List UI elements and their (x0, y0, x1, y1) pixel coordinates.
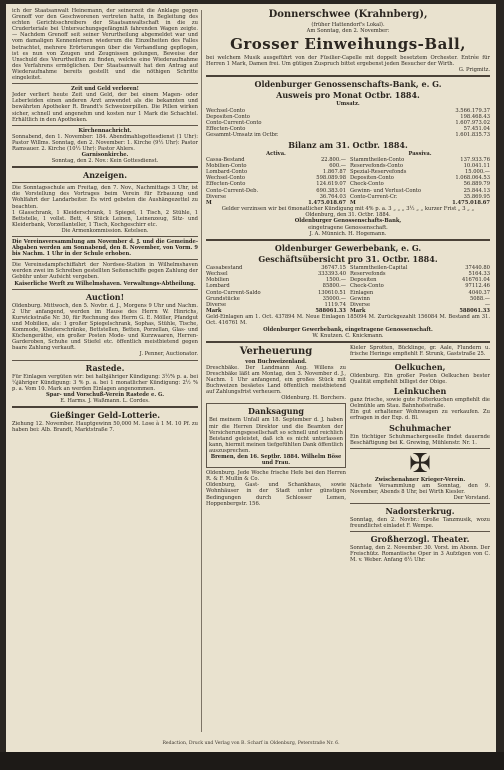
gewerbe-note: Geld-Einlagen am 1. Oct. 437894 M. Neue Einlagen 185094 M. Zurückgezahlt 156084 M. Bestand am 31. Oct. 416761 M. (206, 314, 490, 327)
left-column (12, 8, 198, 734)
ledger-value: 56.889.79 (463, 181, 490, 188)
lottery-text: Ziehung 12. November. Hauptgewinn 50,000 M. Lose à 1 M. 10 Pf. zu haben bei: Alb. Brandt, Marktstraße 7. (12, 420, 198, 434)
church-text: Sonnabend, den 1. November: 184. Abendmahlsgottesdienst (1 Uhr): Pastor Willms. Sonntag, den 2. November: 1. Kirche (9½ Uhr): Pastor Ramsauer. 2. Kirche (10½ Uhr): Pastor Ahlers. (12, 133, 198, 152)
ledger-value: — (484, 301, 490, 308)
gewerbe-passiva (350, 265, 490, 308)
umsatz-label: Umsatz. (336, 101, 360, 108)
ledger-label: Conto-Current-Cr. (350, 193, 398, 200)
thanks-box (206, 403, 346, 468)
ledger-label: Spezial-Reservefonds (350, 169, 407, 176)
ledger-value: 5088.— (469, 295, 490, 302)
divider (12, 83, 198, 84)
ledger-label: Gewinn- und Verlust-Conto (350, 187, 422, 194)
auction-text: Oldenburg. Mittwoch, den 5. Novbr. d. J., Morgens 9 Uhr und Nachm. 2 Uhr anfangend, werden im Hause des Herrn W. Hinrichs, Kurwickstraße Nr. 30, für Rechnung des Herrn G. E. Möller, Pfandgut und Mobilien, als: 1 großer Spiegelschrank, Sophas, Stühle, Tische, Kommode, Kleiderschränke, Bettstellen, Betten, Porzellan, Glas- und Küchengeräthe, ein großer Posten Mode- und Kurzwaaren, Herren-Garderoben, Schuhe und Stiefel etc. öffentlich meistbietend gegen baare Zahlung verkauft. (12, 302, 198, 352)
sale-sign: Oldenburg. H. Borchers. (281, 395, 346, 402)
divider (12, 259, 198, 260)
lost-text: Jeder verliert heute Zeit und Geld, der bei einem Magen- oder Leberleiden einen anderen Arzt anwendet als die bekannten und bewährten Apotheker R. Brandt's Schweizerpillen. Die Pillen wirken sicher, schnell und angenehm und kosten nur 1 Mark die Schachtel. Erhältlich in den Apotheken. (12, 92, 198, 123)
ledger-label: Wechsel-Conto (206, 107, 246, 114)
gewerbe-balance (206, 265, 490, 315)
oilcake-heading: Oelkuchen, (394, 361, 446, 372)
ledger-value: 1.068.064.53 (455, 175, 490, 182)
ledger-label: Lombard (206, 283, 230, 290)
ledger-label: Cassa-Bestand (206, 156, 245, 163)
church-heading: Kirchennachricht. (78, 127, 132, 134)
iron-cross-icon: ✠ (409, 448, 431, 479)
gewerbe-total-a: Mark 588061.33 (206, 308, 346, 315)
shoemaker-heading: Schuhmacher (389, 422, 451, 433)
oilcake-text: Oldenburg. Ein großer Posten Oelkuchen bester Qualität empfiehlt billigst der Obige. (350, 372, 490, 386)
gewerbe-title: Oldenburger Gewerbebank, e. G. (274, 242, 422, 253)
ledger-value: 36.764.03 (319, 193, 346, 200)
savings-sign: E. Harms. J. Waßmann. L. Cordes. (60, 397, 150, 404)
divider (350, 503, 490, 504)
ledger-label: Effecten-Conto (206, 126, 246, 133)
ledger-value: 1119.74 (324, 301, 346, 308)
divider (350, 531, 490, 532)
right-column (206, 8, 490, 734)
linseed-text: ganz frische, sowie gute Futterkuchen empfiehlt die Oelmühle am Stau. Bahnhofsstraße. (350, 397, 490, 410)
ledger-value: 1.601.835.73 (455, 132, 490, 139)
divider (12, 182, 198, 183)
savings-union: Spar- und Vorschuß-Verein Rastede e. G. (45, 391, 165, 398)
krieger-sign: Der Vorstand. (453, 494, 490, 501)
ledger-value: 57.451.04 (463, 126, 490, 133)
gewerbe-sign: W. Knutzen. C. Knickmann. (312, 332, 384, 339)
balance-sheet (206, 151, 490, 207)
nador-heading: Nadorsterkrug. (385, 506, 455, 517)
interest-text: Gelder verzinsen wir bei 6monatlicher Kündigung mit 4% p. a. 3 „ „ „ 3½ „ „ kurzer Frist „ 3 „ „ (221, 206, 475, 213)
ledger-label: Diverse (206, 301, 227, 308)
passiva-label: Passiva. (408, 150, 432, 157)
newspaper-page (6, 4, 496, 752)
krieger-heading: Zwischenahner Krieger-Verein. (374, 476, 466, 483)
ledger-value: 1500.— (325, 277, 346, 284)
ledger-row (206, 132, 490, 138)
ledger-value: 600.— (329, 162, 346, 169)
auction-heading: Auction! (85, 291, 125, 302)
divider (12, 406, 198, 408)
aktiva-label: Activa. (266, 150, 286, 157)
ledger-label: Einlagen (350, 289, 374, 296)
ledger-label: Check-Conto (350, 283, 384, 290)
ledger-label: Reservefonds-Conto (350, 162, 403, 169)
ledger-value: 5164.33 (468, 270, 490, 277)
ad-sunday-school: Die Sonntagsschule am Freitag, den 7. Nov., Nachmittags 3 Uhr, ist die Vorstellung des Vortrages beim Verein für Erbauung und Wohlfahrt der Landarbeiter. Es wird gebeten die Aushängezettel zu beachten. (12, 185, 198, 210)
divider (350, 359, 490, 360)
gewerbe-total-p: Mark 588061.33 (350, 308, 490, 315)
ledger-label: Mobilien (206, 277, 230, 284)
ledger-value: 124.619.07 (316, 181, 346, 188)
ledger-value: 35000.— (322, 295, 346, 302)
ledger-label: Mobilien-Conto (206, 162, 247, 169)
ledger-label: Conto-Current-Saldo (206, 289, 261, 296)
ledger-value: 3.566.179.37 (455, 107, 490, 114)
divider (12, 125, 198, 126)
ledger-value: 37440.80 (465, 264, 490, 271)
ledger-value: 36747.15 (321, 264, 346, 271)
sale-text: Dreschbäke. Der Landmann Aug. Willens zu Dreschbäke läßt am Montag, den 3. November d. J., Nachm. 1 Uhr anfangend, ein großes Stück mit Buchweizen besäetes Land öffentlich meistbietend auf Zahlungsfrist verheuern. (206, 364, 346, 396)
ledger-label: Check-Conto (350, 181, 384, 188)
scan-edge (0, 752, 504, 770)
ledger-label: Depositen-Conto (206, 113, 250, 120)
sale-heading: Verheuerung (239, 345, 313, 357)
ledger-label: Stammtheilen-Conto (350, 156, 405, 163)
theater-heading: Großherzogl. Theater. (370, 534, 470, 545)
ledger-value: 10.041.11 (463, 162, 490, 169)
ledger-value: 137.933.76 (460, 156, 490, 163)
turnover-table (206, 108, 490, 139)
column-divider (201, 10, 202, 732)
ledger-label: Lombard-Conto (206, 169, 248, 176)
divider (206, 341, 490, 343)
lower-ads (206, 345, 490, 564)
lost-heading: Zeit und Geld verloren! (71, 86, 139, 93)
gewerbe-sub: Geschäftsübersicht pro 31. Octbr. 1884. (258, 253, 438, 264)
coop-sign: J. A. Münnich. H. Hogemann. (309, 230, 387, 237)
thanks-text: Bei meinem Unfall am 18. September d. J. haben mir die Herren Direktor und die Beamten der Versicherungsgesellschaft so schnell und reichlich Beistand geleistet, daß ich es nicht unterlassen kann, hiermit meinen tiefgefühlten Dank öffentlich auszusprechen. (209, 417, 343, 454)
bilanz-title: Bilanz am 31. Octbr. 1884. (288, 139, 408, 150)
ad-furniture: 1 Glasschrank, 1 Kleiderschrank, 1 Spiegel, 1 Tisch, 2 Stühle, 1 Bettstelle, 1 vollst. Bett, 4 Stück Leinen, Leinenzeug, Sitz- und Kleiderbank, Vorzellanteller, 1 Tisch, Kochgeschirr etc. (12, 209, 198, 228)
rastede-text: Für Einlagen vergüten wir: bei halbjähriger Kündigung: 3½% p. a. bei ¼jähriger Kündigung: 3 % p. a. bei 1 monatlicher Kündigung: 2½ % p. a. Vom 10. Mark an werden Einlagen angenommen. (12, 373, 198, 392)
ledger-value: 1.867.87 (322, 169, 346, 176)
ad-shipping-sign: Kaiserliche Werft zu Wilhelmshaven. Verwaltungs-Abtheilung. (14, 280, 196, 287)
ledger-value: 35.869.95 (463, 193, 490, 200)
ledger-value: 97112.46 (465, 283, 490, 290)
divider (12, 360, 198, 361)
divider (206, 75, 490, 77)
ledger-value: 198.468.43 (460, 113, 490, 120)
coop-bank-sub: eingetragene Genossenschaft. (308, 224, 388, 231)
ledger-label: Depositen-Conto (350, 175, 394, 182)
ledger-label: Wechsel (206, 270, 228, 277)
ledger-value: 4040.37 (468, 289, 490, 296)
garrison-heading: Garnisonkirche. (81, 152, 129, 159)
donner-date: Am Sonntag, den 2. November: (306, 28, 390, 35)
ledger-value: 15.000.— (465, 169, 490, 176)
ledger-label: Effecten-Conto (206, 181, 246, 188)
ledger-label: Stammtheilen-Capital (350, 264, 408, 271)
ledger-value: 22.800.— (321, 156, 346, 163)
ledger-label: Gewinn (350, 295, 370, 302)
ledger-label: Gesammt-Umsatz im Octbr. (206, 132, 279, 139)
theater-text: Sonntag, den 2. November. 30. Vorst. im Abonn. Der Freischütz. Romantische Oper in 3 Aufzügen von C. M. v. Weber. Anfang 6½ Uhr. (350, 545, 490, 564)
interest-place: Oldenburg, den 31. Octbr. 1884. (305, 212, 391, 219)
intro-article: ich der Staatsanwalt Heinemann, der seinerzeit die Anklage gegen Grenoff vor den Geschworenen vertreten hatte, in Begleitung des echten Gerichtsschreibers der Staatsanwaltschaft in die zu Cruderteriale bei Untersuchungsgefängniß fahrenden Wagen zeigte. — Nachdem Grenoff seit seiner Verurtheilung abgemeldet war und vom damaligen Kennenlernen wiederum die Einzelheiten des Falles betrachtet, mehrere Erörterungen über die Verhandlung gepflogen, ist es nun von Zeugen und Zeugnissen gelungen, Beweise der Unschuld des Verurtheilten zu finden, welche eine Wiederaufnahme des Verfahrens ermöglichen. Der Staatsanwalt hat den Antrag auf Wiederaufnahme bereits gestellt und die nöthigen Schritte eingeleitet. (12, 8, 198, 82)
divider (12, 166, 198, 168)
passiva-total: M 1.475.018.67 (350, 200, 490, 207)
fish-ad: Kieler Sprotten, Bücklinge, gr. Aale, Flundern u. frische Heringe empfiehlt F. Strunk, Gaststraße 25. (350, 344, 490, 357)
ledger-label: Wechsel-Conto (206, 175, 246, 182)
ledger-value: 130610.51 (317, 289, 346, 296)
aktiva-list (206, 157, 346, 200)
ledger-label: Conto-Current-Deb. (206, 187, 259, 194)
ball-text: bei welchem Musik ausgeführt von der Füsilier-Capelle mit doppelt besetztem Orchester. Entrée für Herren 1 Mark, Damen frei. Um gütigen Zuspruch bittet ergebenst jeden Besucher der Wirth. (206, 55, 490, 68)
ledger-label: Conto-Current-Conto (206, 119, 262, 126)
lottery-heading: Gießinger Geld-Lotterie. (49, 409, 161, 420)
aktiva-total: M 1.475.018.67 (206, 200, 346, 207)
rastede-heading: Rastede. (85, 362, 125, 373)
ledger-value: 333393.40 (317, 270, 346, 277)
ball-sign: G. Prigmitz. (458, 67, 490, 74)
thanks-sign: Bremen, den 16. Septbr. 1884. Wilhelm Böse und Frau. (210, 453, 342, 467)
ledger-value: 1.607.973.02 (455, 119, 490, 126)
ledger-label: Reservefonds (350, 270, 386, 277)
divider (12, 236, 198, 237)
ledger-value: 598.089.98 (316, 175, 346, 182)
ledger-label: Diverse (206, 193, 227, 200)
ledger-value: 25.844.13 (463, 187, 490, 194)
ad-levy: Die Vereinsversammlung am November d. J. und die Gemeinde-Abgaben werden am Sonnabend, den 8. November, von Vorm. 9 bis Nachm. 1 Uhr in der Schule erhoben. (12, 239, 198, 258)
gewerbe-aktiva (206, 265, 346, 308)
gewerbe-sign-bank: Oldenburger Gewerbebank, eingetragene Genossenschaft. (263, 326, 433, 333)
ledger-label: Grundstücke (206, 295, 240, 302)
ad-commission: Die Armenkommission. Ketelsen. (61, 227, 149, 234)
auction-sign: J. Penner, Auctionator. (139, 351, 198, 358)
ledger-label: Cassabestand (206, 264, 243, 271)
donner-title: Donnerschwee (Krahnberg), (268, 9, 428, 20)
sale-sub: von Buchweizenland. (245, 358, 307, 365)
yeast-ad: Oldenburg. Jede Woche frische Hefe bei den Herren R. & F. Mullin & Co. (206, 470, 346, 483)
divider (206, 239, 490, 241)
ledger-label: Depositen (350, 277, 377, 284)
shoemaker-text: Ein tüchtiger Schuhmachergeselle findet dauernde Beschäftigung bei K. Grewing, Mühlenstr. Nr. 1. (350, 433, 490, 446)
imprint: Redaction, Druck und Verlag von B. Scharf in Oldenburg, Peterstraße Nr. 6. (162, 741, 340, 746)
coop-bank: Oldenburger Genossenschafts-Bank, (294, 218, 402, 225)
ledger-label: Diverse (350, 301, 371, 308)
bank-title: Oldenburger Genossenschafts-Bank, e. G. (254, 79, 442, 90)
property-ad: Oldenburg, Gast- und Schankhaus, sowie Wohnhäuser in der Stadt unter günstigen Bedingungen durch Schlosser Lemen, Hoppenbergstr. 156. (206, 482, 346, 507)
nador-text: Sonntag, den 2. Novbr.: Große Tanzmusik, wozu freundlichst einladet F. Wempe. (350, 517, 490, 530)
thanks-heading: Danksagung (248, 406, 304, 417)
passiva-list (350, 157, 490, 200)
donner-sub: (früher Hattendorf's Lokal). (311, 22, 385, 28)
ad-shipping: Die Vereinsdampfschiffahrt der Nordsee-Station in Wilhelmshaven werden zwei im Schreiben gestellten Seitenschiffe gegen Zahlung der Gebühr unter Aufsicht vergeben. (12, 262, 198, 281)
linseed-heading: Leinkuchen (393, 386, 447, 397)
ball-title: Grosser Einweihungs-Ball, (230, 35, 466, 54)
ledger-value: 690.383.01 (316, 187, 346, 194)
krieger-text: Nächste Versammlung am Sonntag, den 9. November, Abends 8 Uhr, bei Wirth Kiesler. (350, 482, 490, 495)
ledger-value: 85800.— (322, 283, 346, 290)
divider (12, 289, 198, 290)
ads-heading: Anzeigen. (83, 170, 127, 181)
bank-sub: Ausweis pro Monat Octbr. 1884. (276, 90, 420, 101)
garrison-text: Sonntag, den 2. Nov.: Kein Gottesdienst. (51, 158, 159, 165)
wagon-ad: Ein gut erhaltener Wohnwagen zu verkaufen. Zu erfragen in der Exp. d. Bl. (350, 409, 490, 422)
ledger-value: 416761.04 (461, 277, 490, 284)
